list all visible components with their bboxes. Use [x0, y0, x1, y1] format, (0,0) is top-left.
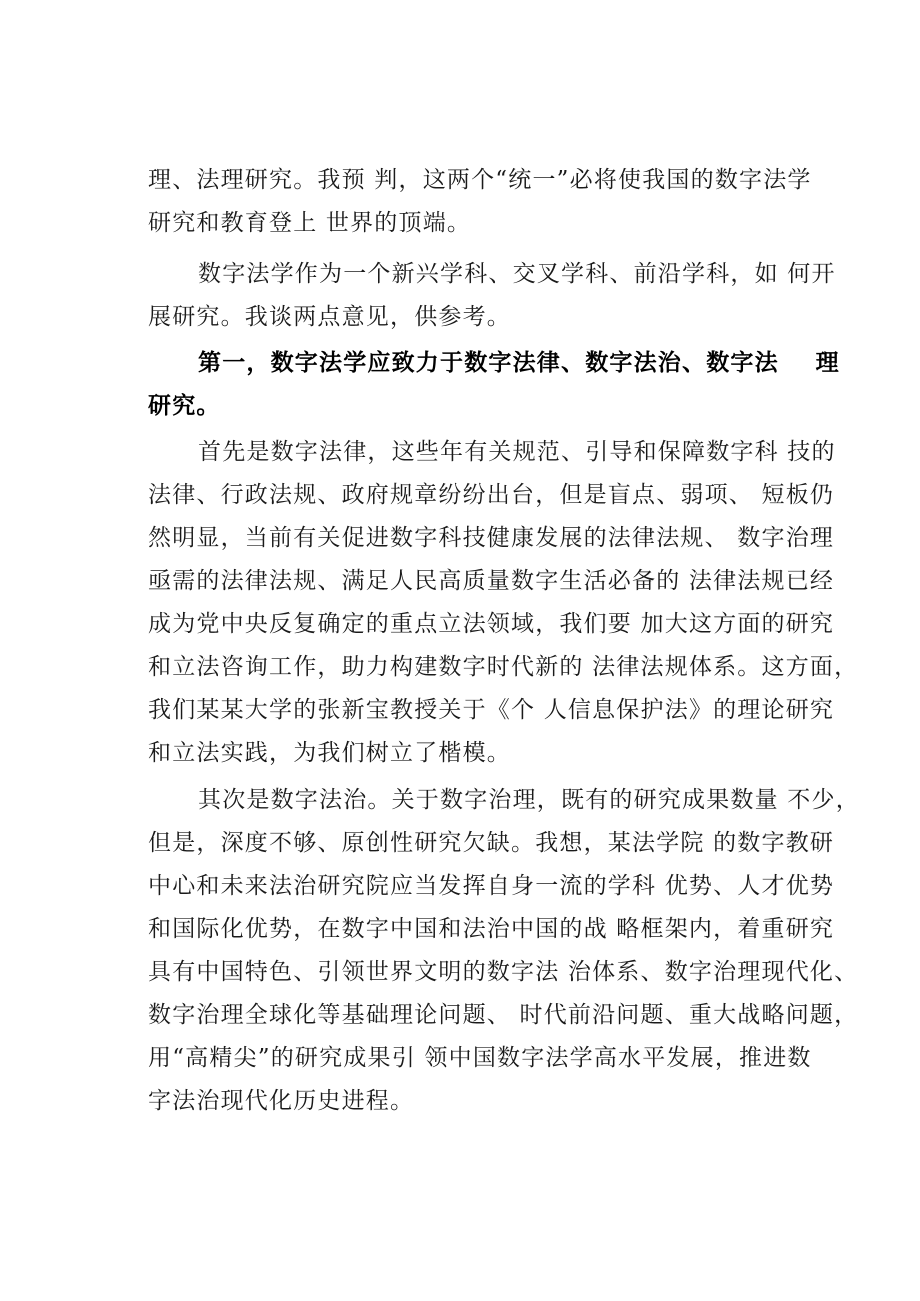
text-line: 和国际化优势，在数字中国和法治中国的战 略框架内，着重研究	[148, 916, 835, 942]
section-heading: 第一，数字法学应致力于数字法律、数字法治、数字法 理	[198, 349, 840, 376]
text-line: 用“高精尖”的研究成果引 领中国数字法学高水平发展，推进数	[148, 1045, 812, 1071]
text-line: 和立法咨询工作，助力构建数字时代新的 法律法规体系。这方面，	[148, 654, 859, 680]
text-line: 首先是数字法律，这些年有关规范、引导和保障数字科 技的	[198, 439, 836, 465]
text-line: 理、法理研究。我预 判，这两个“统一”必将使我国的数字法学	[148, 167, 812, 193]
text-line: 字法治现代化历史进程。	[148, 1088, 415, 1114]
text-line: 中心和未来法治研究院应当发挥自身一流的学科 优势、人才优势	[148, 873, 835, 899]
text-line: 然明显，当前有关促进数字科技健康发展的法律法规、 数字治理	[148, 525, 835, 551]
text-line: 展研究。我谈两点意见，供参考。	[148, 304, 511, 330]
text-line: 和立法实践，为我们树立了楷模。	[148, 740, 511, 766]
text-line: 成为党中央反复确定的重点立法领域，我们要 加大这方面的研究	[148, 611, 835, 637]
text-line: 法律、行政法规、政府规章纷纷出台，但是盲点、弱项、 短板仍	[148, 482, 835, 508]
text-line: 其次是数字法治。关于数字治理，既有的研究成果数量 不少，	[198, 787, 860, 813]
text-line: 数字法学作为一个新兴学科、交叉学科、前沿学科，如 何开	[198, 261, 836, 287]
text-line: 研究和教育登上 世界的顶端。	[148, 210, 472, 236]
section-heading: 研究。	[148, 392, 221, 419]
text-line: 我们某某大学的张新宝教授关于《个 人信息保护法》的理论研究	[148, 697, 835, 723]
text-line: 数字治理全球化等基础理论问题、 时代前沿问题、重大战略问题，	[148, 1002, 859, 1028]
text-line: 具有中国特色、引领世界文明的数字法 治体系、数字治理现代化、	[148, 959, 859, 985]
text-line: 亟需的法律法规、满足人民高质量数字生活必备的 法律法规已经	[148, 568, 835, 594]
text-line: 但是，深度不够、原创性研究欠缺。我想，某法学院 的数字教研	[148, 830, 835, 856]
